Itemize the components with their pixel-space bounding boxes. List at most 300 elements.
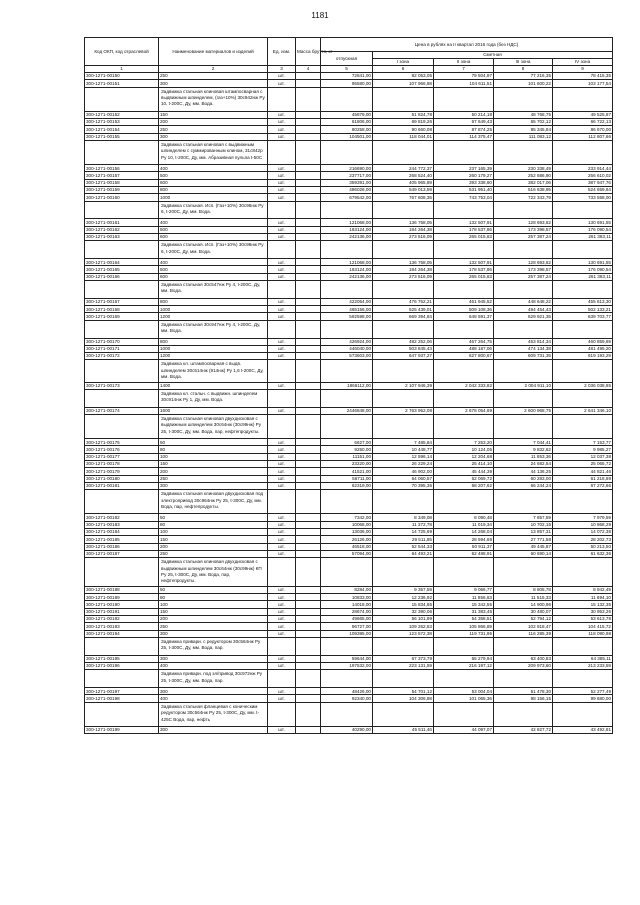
zone4-price-cell: 460 859,69	[553, 338, 613, 345]
empty-cell	[553, 702, 613, 726]
release-price-cell: 2446848,00	[321, 407, 373, 414]
zone2-price-cell: 105 866,89	[434, 623, 494, 630]
code-cell: 300-1271-00184	[85, 529, 159, 536]
zone3-price-cell: 60 690,14	[494, 550, 553, 557]
empty-cell	[296, 201, 321, 219]
zone2-price-cell: 648 591,37	[434, 313, 494, 320]
release-price-cell: 40290,00	[321, 726, 373, 733]
unit-cell: шт.	[268, 630, 296, 637]
zone4-price-cell: 481 495,20	[553, 345, 613, 352]
table-row	[85, 461, 613, 468]
mass-cell	[296, 521, 321, 528]
empty-cell	[296, 87, 321, 111]
table-row	[85, 439, 613, 446]
zone1-price-cell: 104 306,98	[373, 695, 434, 702]
release-price-cell: 237717,00	[321, 172, 373, 179]
zone4-price-cell: 86 670,00	[553, 126, 613, 133]
zone1-price-cell: 52 544,33	[373, 543, 434, 550]
zone3-price-cell: 116 285,39	[494, 630, 553, 637]
zone2-price-cell: 627 800,67	[434, 353, 494, 360]
empty-cell	[321, 281, 373, 299]
code-cell: 300-1271-00156	[85, 165, 159, 172]
zone3-price-cell: 13 857,31	[494, 529, 553, 536]
zone4-price-cell: 7 979,59	[553, 514, 613, 521]
diameter-cell: 600	[159, 234, 268, 241]
zone4-price-cell: 112 807,66	[553, 133, 613, 140]
zone1-price-cell: 549 013,59	[373, 187, 434, 194]
release-price-cell: 13036,00	[321, 529, 373, 536]
zone2-price-cell: 393 338,60	[434, 179, 494, 186]
empty-cell	[321, 140, 373, 164]
unit-cell: шт.	[268, 521, 296, 528]
table-row	[85, 338, 613, 345]
empty-cell	[296, 702, 321, 726]
zone1-price-cell: 29 511,85	[373, 536, 434, 543]
table-row	[85, 219, 613, 226]
release-price-cell: 6627,00	[321, 439, 373, 446]
unit-cell: шт.	[268, 514, 296, 521]
code-cell: 300-1271-00159	[85, 187, 159, 194]
diameter-cell: 100	[159, 453, 268, 460]
mass-cell	[296, 219, 321, 226]
empty-cell	[373, 320, 434, 338]
zone3-price-cell: 128 693,62	[494, 259, 553, 266]
zone4-price-cell: 43 492,81	[553, 726, 613, 733]
table-row	[85, 586, 613, 593]
zone1-price-cell: 405 965,89	[373, 179, 434, 186]
zone4-price-cell: 25 065,72	[553, 461, 613, 468]
unit-cell: шт.	[268, 273, 296, 280]
code-cell: 300-1271-00192	[85, 616, 159, 623]
zone3-price-cell: 252 686,90	[494, 172, 553, 179]
zone2-price-cell: 104 611,51	[434, 80, 494, 87]
empty-cell	[494, 637, 553, 655]
header-price-title: Цена в рублях на II квартал 2016 года (без НДС)	[321, 38, 613, 52]
diameter-cell: 400	[159, 165, 268, 172]
mass-cell	[296, 266, 321, 273]
zone4-price-cell: 64 385,11	[553, 655, 613, 662]
table-row	[85, 133, 613, 140]
zone2-price-cell: 101 065,36	[434, 695, 494, 702]
table-row	[85, 726, 613, 733]
unit-cell: шт.	[268, 313, 296, 320]
zone3-price-cell: 66 244,24	[494, 482, 553, 489]
zone2-price-cell: 265 015,83	[434, 234, 494, 241]
zone4-price-cell: 50 213,50	[553, 543, 613, 550]
empty-cell	[321, 415, 373, 439]
empty-cell	[494, 201, 553, 219]
empty-cell	[434, 241, 494, 259]
zone4-price-cell: 2 036 038,85	[553, 382, 613, 389]
table-row	[85, 306, 613, 313]
mass-cell	[296, 298, 321, 305]
unit-cell: шт.	[268, 663, 296, 670]
unit-cell: шт.	[268, 298, 296, 305]
zone4-price-cell: 261 383,11	[553, 234, 613, 241]
section-description-row	[85, 140, 613, 164]
diameter-cell: 200	[159, 543, 268, 550]
zone1-price-cell: 482 252,06	[373, 338, 434, 345]
empty-cell	[268, 558, 296, 587]
zone3-price-cell: 98 156,15	[494, 695, 553, 702]
empty-cell	[321, 241, 373, 259]
zone2-price-cell: 114 375,47	[434, 133, 494, 140]
code-cell: 300-1271-00165	[85, 266, 159, 273]
zone4-price-cell: 130 691,55	[553, 219, 613, 226]
release-price-cell: 163124,00	[321, 266, 373, 273]
zone4-price-cell: 52 277,49	[553, 688, 613, 695]
page-number: 1181	[311, 11, 329, 20]
code-cell: 300-1271-00161	[85, 219, 159, 226]
header-zone2: II зона	[434, 59, 494, 66]
section-description: Задвижка стальная 30с547нж Ру 4, t-200С, Ду, мм. Вода.	[159, 281, 268, 299]
empty-cell	[494, 360, 553, 382]
zone4-price-cell: 9 985,27	[553, 446, 613, 453]
empty-cell	[494, 670, 553, 688]
mass-cell	[296, 172, 321, 179]
table-row	[85, 514, 613, 521]
empty-cell	[321, 360, 373, 382]
table-row	[85, 550, 613, 557]
mass-cell	[296, 453, 321, 460]
zone1-price-cell: 26 229,24	[373, 461, 434, 468]
empty-cell	[494, 87, 553, 111]
zone3-price-cell: 609 731,35	[494, 353, 553, 360]
zone3-price-cell: 8 805,78	[494, 586, 553, 593]
mass-cell	[296, 514, 321, 521]
unit-cell: шт.	[268, 439, 296, 446]
empty-cell	[373, 241, 434, 259]
price-table	[84, 37, 613, 734]
empty-cell	[85, 558, 159, 587]
mass-cell	[296, 550, 321, 557]
header-name: Наименование материалов и изделий	[159, 38, 268, 66]
unit-cell: шт.	[268, 536, 296, 543]
diameter-cell: 250	[159, 475, 268, 482]
empty-cell	[434, 558, 494, 587]
table-row	[85, 688, 613, 695]
zone4-price-cell: 103 177,54	[553, 80, 613, 87]
zone1-price-cell: 70 395,35	[373, 482, 434, 489]
empty-cell	[373, 201, 434, 219]
unit-cell: шт.	[268, 226, 296, 233]
zone4-price-cell: 12 037,38	[553, 453, 613, 460]
zone4-price-cell: 67 272,66	[553, 482, 613, 489]
code-cell: 300-1271-00152	[85, 111, 159, 118]
table-row	[85, 187, 613, 194]
unit-cell: шт.	[268, 655, 296, 662]
release-price-cell: 57094,00	[321, 550, 373, 557]
zone3-price-cell: 60 283,00	[494, 475, 553, 482]
mass-cell	[296, 475, 321, 482]
unit-cell: шт.	[268, 338, 296, 345]
release-price-cell: 422054,00	[321, 298, 373, 305]
release-price-cell: 10833,00	[321, 594, 373, 601]
code-cell: 300-1271-00164	[85, 259, 159, 266]
zone1-price-cell: 184 264,38	[373, 226, 434, 233]
zone1-price-cell: 46 902,00	[373, 468, 434, 475]
section-description: Задвижка стальная 30с947нж Ру 4, t-200С, Ду, мм. Вода.	[159, 320, 268, 338]
empty-cell	[296, 389, 321, 407]
diameter-cell: 300	[159, 726, 268, 733]
empty-cell	[296, 490, 321, 514]
diameter-cell: 400	[159, 663, 268, 670]
unit-cell: шт.	[268, 219, 296, 226]
diameter-cell: 200	[159, 119, 268, 126]
release-price-cell: 359391,00	[321, 179, 373, 186]
mass-cell	[296, 608, 321, 615]
zone3-price-cell: 42 827,72	[494, 726, 553, 733]
diameter-cell: 80	[159, 594, 268, 601]
zone1-price-cell: 90 660,08	[373, 126, 434, 133]
column-number: 8	[494, 66, 553, 73]
empty-cell	[434, 201, 494, 219]
zone1-price-cell: 136 758,05	[373, 219, 434, 226]
diameter-cell: 80	[159, 446, 268, 453]
unit-cell: шт.	[268, 306, 296, 313]
table-row	[85, 663, 613, 670]
diameter-cell: 1000	[159, 194, 268, 201]
section-description: Задвижка кл. штампосварная с выдв. шпинделем 30с514нж (914нж) Ру 1,6 t-200С, Ду, мм. Вода.	[159, 360, 268, 382]
zone3-price-cell: 52 794,12	[494, 616, 553, 623]
diameter-cell: 1000	[159, 345, 268, 352]
header-zone1: I зона	[373, 59, 434, 66]
empty-cell	[268, 241, 296, 259]
release-price-cell: 9250,00	[321, 446, 373, 453]
zone2-price-cell: 11 019,34	[434, 521, 494, 528]
zone4-price-cell: 261 383,11	[553, 273, 613, 280]
zone1-price-cell: 273 516,09	[373, 273, 434, 280]
zone1-price-cell: 15 834,65	[373, 601, 434, 608]
empty-cell	[553, 389, 613, 407]
empty-cell	[321, 201, 373, 219]
empty-cell	[268, 201, 296, 219]
empty-cell	[268, 490, 296, 514]
section-description: Задвижка стальная клиновая двухдисковая с выдвижным шпинделем 30с64нж (30с99нж) Ру 25, t-300С, Ду, мм. Вода, пар, нефтепродукты.	[159, 415, 268, 439]
table-row	[85, 165, 613, 172]
header-zone3: III зона	[494, 59, 553, 66]
code-cell: 300-1271-00166	[85, 273, 159, 280]
empty-cell	[321, 490, 373, 514]
mass-cell	[296, 461, 321, 468]
release-price-cell: 8284,00	[321, 586, 373, 593]
zone2-price-cell: 260 179,27	[434, 172, 494, 179]
zone1-price-cell: 82 053,05	[373, 73, 434, 80]
unit-cell: шт.	[268, 453, 296, 460]
code-cell: 300-1271-00153	[85, 119, 159, 126]
empty-cell	[434, 140, 494, 164]
zone1-price-cell: 64 493,21	[373, 550, 434, 557]
table-row	[85, 266, 613, 273]
section-description: Задвижка кл. стальн. с выдвижн. шпинделем 30с914нж Ру 1, Ду, мм. Вода.	[159, 389, 268, 407]
mass-cell	[296, 663, 321, 670]
zone3-price-cell: 27 771,58	[494, 536, 553, 543]
section-description: Задвижка стальная клиновая с выдвижным шпинделем с суммированным клином, 31с842р Ру 10, t-200С, Ду, мм. Абразивная пульпа t-50С	[159, 140, 268, 164]
table-row	[85, 298, 613, 305]
empty-cell	[296, 637, 321, 655]
mass-cell	[296, 688, 321, 695]
empty-cell	[85, 702, 159, 726]
zone3-price-cell: 382 017,06	[494, 179, 553, 186]
zone2-price-cell: 62 069,72	[434, 475, 494, 482]
zone2-price-cell: 132 507,91	[434, 259, 494, 266]
table-row	[85, 630, 613, 637]
zone3-price-cell: 111 083,12	[494, 133, 553, 140]
empty-cell	[373, 360, 434, 382]
zone3-price-cell: 629 921,35	[494, 313, 553, 320]
diameter-cell: 1000	[159, 306, 268, 313]
empty-cell	[373, 490, 434, 514]
zone4-price-cell: 233 914,44	[553, 165, 613, 172]
empty-cell	[321, 87, 373, 111]
unit-cell: шт.	[268, 586, 296, 593]
table-body	[85, 73, 613, 734]
empty-cell	[321, 637, 373, 655]
header-code: Код ОКП, код отраслевой	[85, 38, 159, 66]
table-row	[85, 482, 613, 489]
table-row	[85, 80, 613, 87]
zone1-price-cell: 10 448,77	[373, 446, 434, 453]
mass-cell	[296, 73, 321, 80]
unit-cell: шт.	[268, 165, 296, 172]
mass-cell	[296, 446, 321, 453]
zone3-price-cell: 14 900,96	[494, 601, 553, 608]
unit-cell: шт.	[268, 468, 296, 475]
zone4-price-cell: 2 641 346,10	[553, 407, 613, 414]
release-price-cell: 121068,00	[321, 219, 373, 226]
zone1-price-cell: 69 819,26	[373, 119, 434, 126]
section-description-row	[85, 360, 613, 382]
zone3-price-cell: 77 216,35	[494, 73, 553, 80]
unit-cell: шт.	[268, 353, 296, 360]
mass-cell	[296, 165, 321, 172]
diameter-cell: 500	[159, 266, 268, 273]
unit-cell: шт.	[268, 688, 296, 695]
empty-cell	[553, 360, 613, 382]
empty-cell	[268, 140, 296, 164]
mass-cell	[296, 601, 321, 608]
unit-cell: шт.	[268, 266, 296, 273]
zone1-price-cell: 12 236,92	[373, 594, 434, 601]
column-number: 4	[296, 66, 321, 73]
zone2-price-cell: 488 187,06	[434, 345, 494, 352]
empty-cell	[553, 637, 613, 655]
empty-cell	[494, 389, 553, 407]
unit-cell: шт.	[268, 382, 296, 389]
zone2-price-cell: 50 214,18	[434, 111, 494, 118]
empty-cell	[553, 241, 613, 259]
diameter-cell: 600	[159, 179, 268, 186]
release-price-cell: 465156,00	[321, 306, 373, 313]
code-cell: 300-1271-00190	[85, 601, 159, 608]
zone4-price-cell: 256 610,02	[553, 172, 613, 179]
zone4-price-cell: 10 868,29	[553, 521, 613, 528]
mass-cell	[296, 536, 321, 543]
unit-cell: шт.	[268, 407, 296, 414]
empty-cell	[553, 558, 613, 587]
empty-cell	[268, 281, 296, 299]
code-cell: 300-1271-00160	[85, 194, 159, 201]
release-price-cell: 197532,00	[321, 663, 373, 670]
empty-cell	[373, 670, 434, 688]
release-price-cell: 28674,00	[321, 608, 373, 615]
unit-cell: шт.	[268, 73, 296, 80]
zone1-price-cell: 767 608,35	[373, 194, 434, 201]
column-number: 5	[321, 66, 373, 73]
zone1-price-cell: 476 752,21	[373, 298, 434, 305]
zone4-price-cell: 8 942,49	[553, 586, 613, 593]
empty-cell	[434, 87, 494, 111]
empty-cell	[321, 558, 373, 587]
empty-cell	[494, 281, 553, 299]
release-price-cell: 592598,00	[321, 313, 373, 320]
code-cell: 300-1271-00162	[85, 226, 159, 233]
zone3-price-cell: 7 044,41	[494, 439, 553, 446]
mass-cell	[296, 623, 321, 630]
empty-cell	[321, 389, 373, 407]
zone1-price-cell: 12 596,14	[373, 453, 434, 460]
zone4-price-cell: 733 558,00	[553, 194, 613, 201]
mass-cell	[296, 259, 321, 266]
code-cell: 300-1271-00183	[85, 521, 159, 528]
diameter-cell: 50	[159, 439, 268, 446]
zone4-price-cell: 176 090,54	[553, 226, 613, 233]
code-cell: 300-1271-00163	[85, 234, 159, 241]
code-cell: 300-1271-00177	[85, 453, 159, 460]
code-cell: 300-1271-00194	[85, 630, 159, 637]
zone2-price-cell: 62 488,91	[434, 550, 494, 557]
zone3-price-cell: 51 478,30	[494, 688, 553, 695]
zone4-price-cell: 387 947,76	[553, 179, 613, 186]
mass-cell	[296, 407, 321, 414]
empty-cell	[296, 241, 321, 259]
section-description-row	[85, 87, 613, 111]
mass-cell	[296, 187, 321, 194]
zone2-price-cell: 25 414,10	[434, 461, 494, 468]
release-price-cell: 59644,00	[321, 655, 373, 662]
column-number: 6	[373, 66, 434, 73]
zone2-price-cell: 216 197,12	[434, 663, 494, 670]
code-cell: 300-1271-00180	[85, 475, 159, 482]
diameter-cell: 1400	[159, 382, 268, 389]
zone3-price-cell: 516 638,95	[494, 187, 553, 194]
diameter-cell: 800	[159, 298, 268, 305]
section-description-row	[85, 637, 613, 655]
zone1-price-cell: 56 101,99	[373, 616, 434, 623]
diameter-cell: 100	[159, 601, 268, 608]
column-number: 3	[268, 66, 296, 73]
mass-cell	[296, 543, 321, 550]
release-price-cell: 48426,00	[321, 688, 373, 695]
zone3-price-cell: 11 853,36	[494, 453, 553, 460]
code-cell: 300-1271-00174	[85, 407, 159, 414]
zone1-price-cell: 11 372,78	[373, 521, 434, 528]
zone4-price-cell: 66 722,13	[553, 119, 613, 126]
unit-cell: шт.	[268, 594, 296, 601]
zone3-price-cell: 2 600 968,75	[494, 407, 553, 414]
unit-cell: шт.	[268, 529, 296, 536]
empty-cell	[553, 201, 613, 219]
zone2-price-cell: 68 207,62	[434, 482, 494, 489]
diameter-cell: 50	[159, 514, 268, 521]
code-cell: 300-1271-00168	[85, 306, 159, 313]
zone4-price-cell: 61 632,36	[553, 550, 613, 557]
section-description: Задвижка стальная клиновая двухдисковая под электропривод 30с964нж Ру 25, t-300С, Ду, мм. Вода, пар, нефтепродукты.	[159, 490, 268, 514]
empty-cell	[434, 389, 494, 407]
diameter-cell: 300	[159, 80, 268, 87]
zone3-price-cell: 453 814,34	[494, 338, 553, 345]
zone2-price-cell: 54 358,51	[434, 616, 494, 623]
